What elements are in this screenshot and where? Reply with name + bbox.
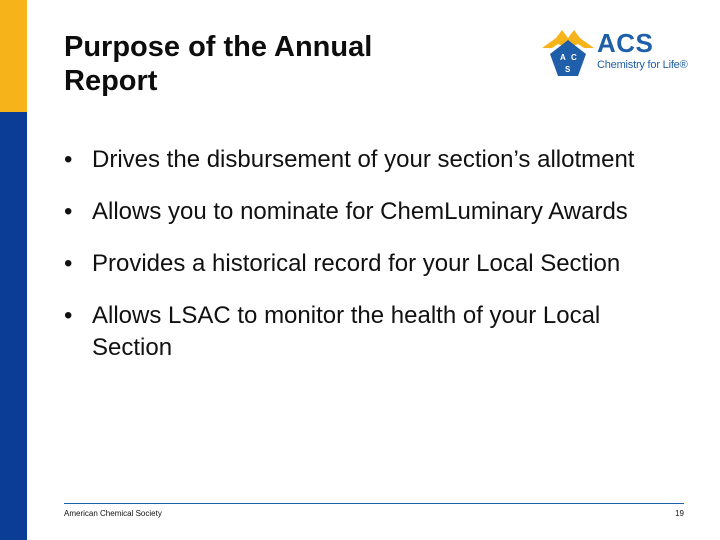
footer-organization: American Chemical Society [64,509,162,518]
accent-stripe-gold [0,0,27,112]
bullet-text: Allows LSAC to monitor the health of your Local Section [92,302,601,361]
bullet-text: Allows you to nominate for ChemLuminary Awards [92,198,628,225]
bullet-text: Drives the disbursement of your section’s allotment [92,146,635,173]
bullet-item [64,300,664,364]
bullet-marker: • [64,250,73,277]
bullet-item [64,144,664,176]
logo-tagline: Chemistry for Life® [597,59,688,71]
seal-letter-a: A [560,53,566,62]
bullet-list [64,144,664,384]
page-number: 19 [675,509,684,518]
bullet-item [64,196,664,228]
bullet-item [64,248,664,280]
logo-wordmark: ACS [597,28,654,58]
bullet-marker: • [64,146,73,173]
acs-logo [540,26,690,86]
seal-letter-s: S [565,65,571,74]
bullet-text: Provides a historical record for your Local Section [92,250,621,277]
slide-title: Purpose of the Annual Report [64,31,373,97]
footer-divider [64,503,684,504]
accent-stripe-blue [0,112,27,540]
bullet-marker: • [64,302,73,329]
acs-eagle-seal-icon [540,26,596,86]
seal-letter-c: C [571,53,577,62]
bullet-marker: • [64,198,73,225]
